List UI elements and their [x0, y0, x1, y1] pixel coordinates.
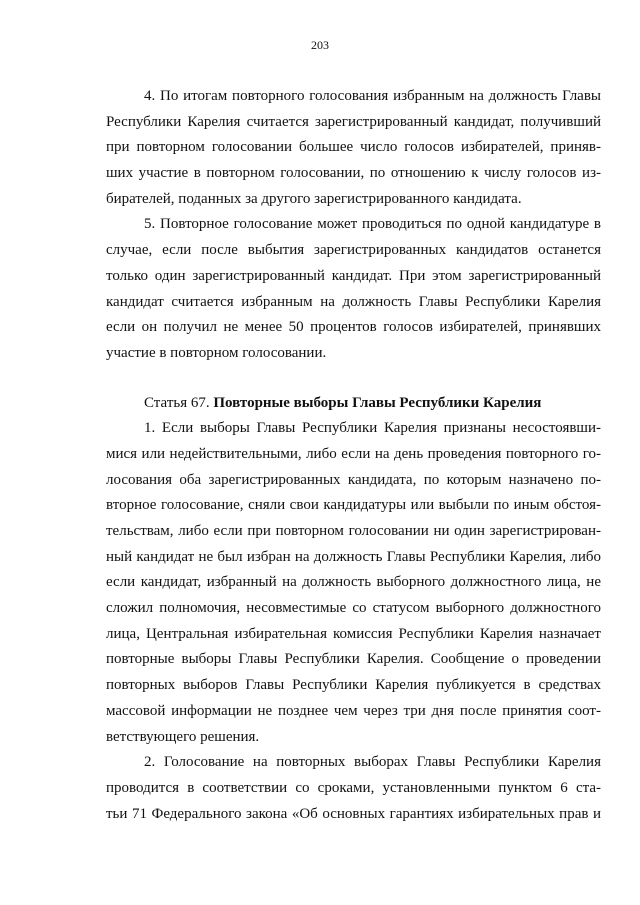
text-line: проводится в соответствии со сроками, установленными пунктом 6 ста-	[106, 779, 601, 796]
text-line: лосования оба зарегистрированных кандидата, по которым назначено по-	[106, 471, 601, 488]
text-line: повторные выборы Главы Республики Карелия. Сообщение о проведении	[106, 651, 601, 668]
article-number: Статья 67.	[144, 394, 214, 411]
paragraph-4	[106, 84, 601, 212]
text-line: ветствующего решения.	[106, 728, 260, 745]
article-title: Повторные выборы Главы Республики Карелия	[213, 394, 542, 411]
paragraph-5	[106, 212, 601, 366]
text-line: вторное голосование, сняли свои кандидатуры или выбыли по иным обстоя-	[106, 497, 601, 514]
text-line: участие в повторном голосовании.	[106, 344, 327, 361]
text-line: лица, Центральная избирательная комиссия Республики Карелия назначает	[106, 625, 601, 642]
text-line: 1. Если выборы Главы Республики Карелия признаны несостоявши-	[144, 420, 601, 437]
text-line: ших участие в повторном голосовании, по отношению к числу голосов из-	[106, 165, 601, 182]
text-line: 5. Повторное голосование может проводиться по одной кандидатуре в	[144, 216, 601, 233]
text-line: случае, если после выбытия зарегистрированных кандидатов останется	[106, 242, 601, 259]
article-paragraph-2	[106, 750, 601, 827]
text-line: Республики Карелия считается зарегистрированный кандидат, получивший	[106, 113, 601, 130]
text-line: сложил полномочия, несовместимые со статусом выборного должностного	[106, 600, 601, 617]
text-line: массовой информации не позднее чем через три дня после принятия соот-	[106, 702, 601, 719]
text-line: повторных выборов Главы Республики Карелия публикуется в средствах	[106, 677, 601, 694]
text-line: если кандидат, избранный на должность выборного должностного лица, не	[106, 574, 601, 591]
section-gap	[106, 367, 601, 391]
document-body	[106, 84, 601, 827]
text-line: 4. По итогам повторного голосования избранным на должность Главы	[144, 88, 601, 104]
text-line: кандидат считается избранным на должность Главы Республики Карелия	[106, 293, 601, 310]
page-number: 203	[311, 38, 329, 52]
text-line: только один зарегистрированный кандидат. При этом зарегистрированный	[106, 267, 601, 284]
text-line: ный кандидат не был избран на должность Главы Республики Карелия, либо	[106, 548, 601, 565]
text-line: тельствам, либо если при повторном голосовании ни один зарегистрирован-	[106, 523, 601, 539]
text-line: если он получил не менее 50 процентов голосов избирателей, принявших	[106, 319, 601, 336]
text-line: мися или недействительными, либо если на день проведения повторного го-	[106, 445, 601, 462]
text-line: при повторном голосовании большее число голосов избирателей, приняв-	[106, 139, 601, 156]
article-heading	[106, 391, 601, 417]
article-paragraph-1	[106, 416, 601, 750]
text-line: бирателей, поданных за другого зарегистрированного кандидата.	[106, 190, 522, 207]
text-line: тьи 71 Федерального закона «Об основных гарантиях избирательных прав и	[106, 805, 601, 822]
text-line: 2. Голосование на повторных выборах Главы Республики Карелия	[144, 754, 601, 771]
